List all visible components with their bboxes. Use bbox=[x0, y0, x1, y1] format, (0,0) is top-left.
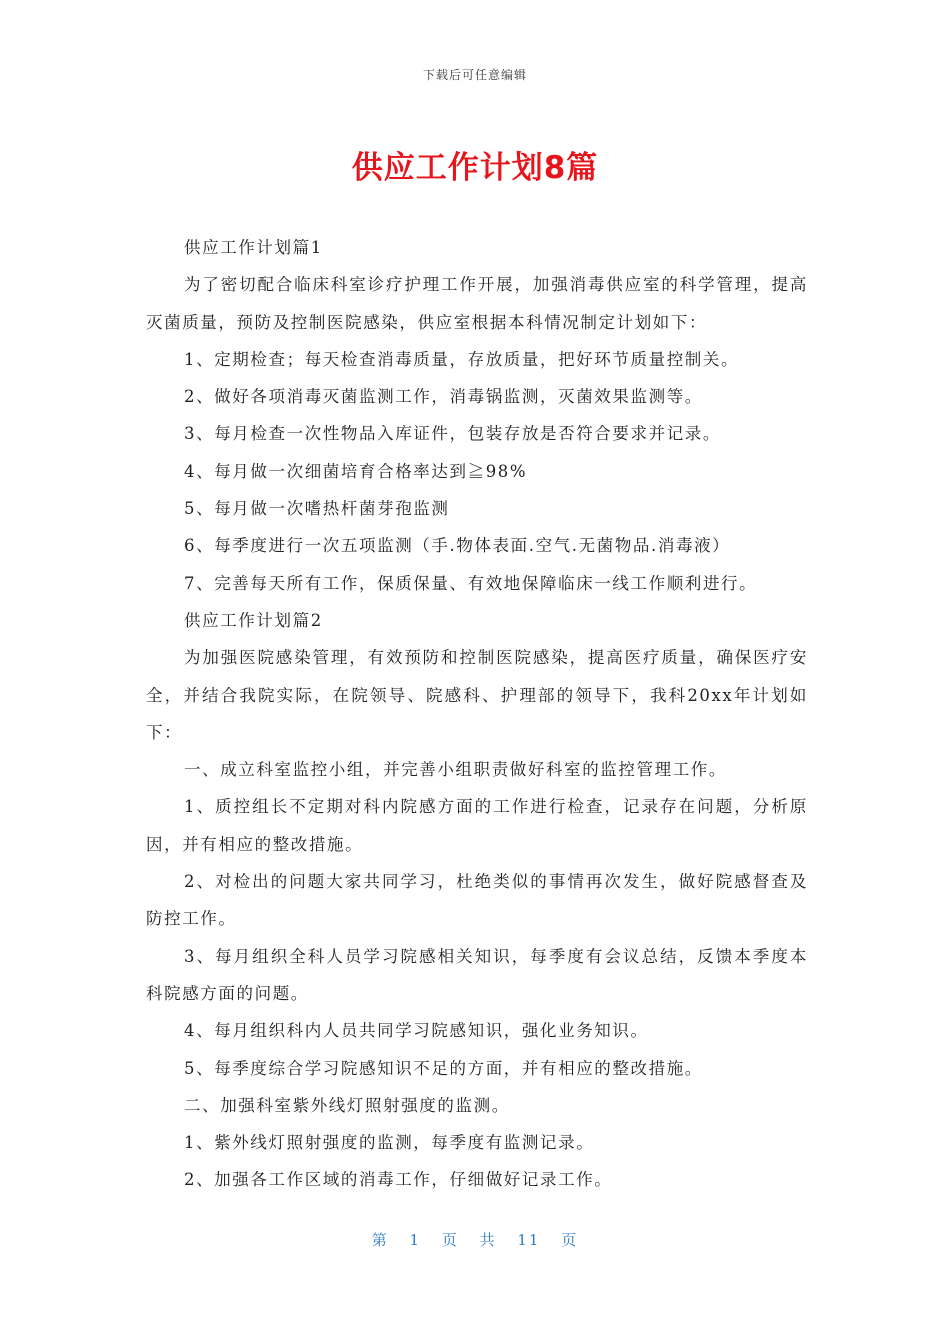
paragraph: 3、每月组织全科人员学习院感相关知识，每季度有会议总结，反馈本季度本科院感方面的问题。 bbox=[146, 946, 808, 1003]
paragraph: 为加强医院感染管理，有效预防和控制医院感染，提高医疗质量，确保医疗安全，并结合我院实际，在院领导、院感科、护理部的领导下，我科20xx年计划如下： bbox=[146, 648, 808, 742]
paragraph: 二、加强科室紫外线灯照射强度的监测。 bbox=[184, 1095, 510, 1115]
header-note: 下载后可任意编辑 bbox=[422, 68, 527, 82]
paragraph: 1、定期检查；每天检查消毒质量，存放质量，把好环节质量控制关。 bbox=[184, 349, 740, 369]
paragraph: 6、每季度进行一次五项监测（手.物体表面.空气.无菌物品.消毒液） bbox=[184, 536, 731, 556]
paragraph: 5、每月做一次嗜热杆菌芽孢监测 bbox=[184, 499, 450, 519]
paragraph: 2、加强各工作区域的消毒工作，仔细做好记录工作。 bbox=[184, 1170, 613, 1190]
paragraph: 5、每季度综合学习院感知识不足的方面，并有相应的整改措施。 bbox=[184, 1058, 703, 1078]
paragraph: 1、质控组长不定期对科内院感方面的工作进行检查，记录存在问题，分析原因，并有相应的整改措施。 bbox=[146, 797, 808, 854]
document-body bbox=[146, 229, 808, 1199]
paragraph: 供应工作计划篇1 bbox=[184, 238, 323, 257]
paragraph: 3、每月检查一次性物品入库证件，包装存放是否符合要求并记录。 bbox=[184, 424, 721, 444]
paragraph: 7、完善每天所有工作，保质保量、有效地保障临床一线工作顺利进行。 bbox=[184, 573, 758, 593]
paragraph: 4、每月做一次细菌培育合格率达到≧98% bbox=[184, 461, 528, 481]
document-title: 供应工作计划8篇 bbox=[351, 150, 599, 186]
paragraph: 为了密切配合临床科室诊疗护理工作开展，加强消毒供应室的科学管理，提高灭菌质量，预防及控制医院感染，供应室根据本科情况制定计划如下： bbox=[146, 275, 808, 332]
page-footer: 第 1 页 共 11 页 bbox=[371, 1231, 579, 1249]
paragraph: 2、做好各项消毒灭菌监测工作，消毒锅监测，灭菌效果监测等。 bbox=[184, 387, 703, 407]
paragraph: 一、成立科室监控小组，并完善小组职责做好科室的监控管理工作。 bbox=[184, 760, 727, 780]
paragraph: 供应工作计划篇2 bbox=[184, 610, 323, 630]
paragraph: 4、每月组织科内人员共同学习院感知识，强化业务知识。 bbox=[184, 1021, 649, 1041]
paragraph: 2、对检出的问题大家共同学习，杜绝类似的事情再次发生，做好院感督查及防控工作。 bbox=[146, 872, 808, 929]
paragraph: 1、紫外线灯照射强度的监测，每季度有监测记录。 bbox=[184, 1133, 595, 1153]
